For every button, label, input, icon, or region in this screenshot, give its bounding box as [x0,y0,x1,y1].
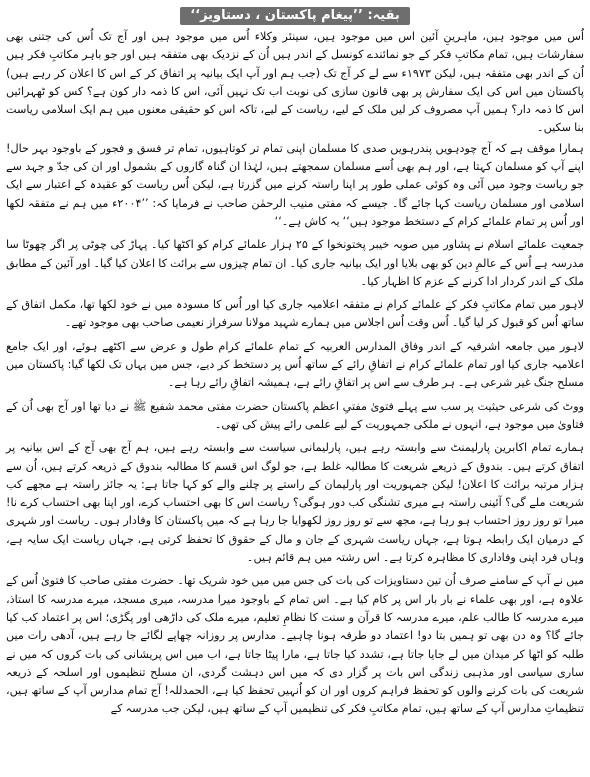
paragraph-4: لاہور میں تمام مکاتبِ فکر کے علمائے کرام نے متفقہ اعلامیہ جاری کیا اور اُس کا مسودہ میں نے خود لکھا تھا، مکمل اتفاق کے ساتھ اُس کو قبول کر لیا گیا۔ اُس وقت اُس اجلاس میں ہمارے شہید مولانا سرفراز نعیمی صاحب بھی موجود تھے۔ [6,298,584,330]
paragraph-3: جمعیت علمائے اسلام نے پشاور میں صوبہ خیبر پختونخوا کے ۲۵ ہزار علمائے کرام کو اکٹھا کیا۔ پہاڑ کی چوٹی پر اگر چھوٹا سا مدرسہ ہے اُس کے عالمِ دین کو بھی بلایا اور ایک بیانیہ جاری کیا۔ ان تمام چیزوں سے برائت کا اعلان کیا گیا۔ اور آئین کے مطابق ملک کے اندر کردار ادا کرنے کے عزم کا اظہار کیا۔ [6,238,584,288]
paragraph-8: میں نے آپ کے سامنے صرف اُن تین دستاویزات کی بات کی جس میں میں خود شریک تھا۔ حضرت مفتی صاحب کا فتویٰ اُس کے علاوہ ہے، اور بھی علماء نے بار بار اس پر کام کیا ہے۔ اس تمام کے باوجود میرا مدرسہ، میری مسجد، میرے مدرسہ کا استاذ، میرے مدرسہ کا طالب علم، میرے مدرسہ کا قرآن و سنت کا نظامِ تعلیم، میرے ملک کی داڑھی اور پگڑی؛ اس پر اعتماد کب کیا جائے گا؟ وہ دن بھی تو ہمیں بتا دو! اعتماد دو طرفہ ہونا چاہیے۔ مدارس پر روزانہ چھاپے لگائے جا رہے ہیں، آدھی رات میں طلبہ کو اٹھا کر میدان میں لے جایا جاتا ہے، تشدد کیا جاتا ہے، مارا پیٹا جاتا ہے، اب میں اس پریشانی کی بات کروں کہ میں نے ساری سیاسی اور مذہبی زندگی اس بات پر گزار دی کہ میں اس دہشت گردی، ان مسلح تنظیموں اور اسلحہ کے ذریعہ شریعت کی بات کرنے والوں کو تحفظ فراہم کروں اور ان کو اُنہیں تحفظ کیا ہے، الحمدللہ! آج تمام مدارس آپ کے ساتھ ہیں، تنظیماتِ مدارس آپ کے ساتھ ہیں، تمام مکاتبِ فکر کی تنظیمیں آپ کے ساتھ ہیں، لیکن جب مدرسہ کے [6,574,584,716]
paragraph-7: ہمارے تمام اکابرین پارلیمنٹ سے وابستہ رہے ہیں، پارلیمانی سیاست سے وابستہ رہے ہیں، ہم آج بھی آج کے اس بیانیہ پر اتفاق کرتے ہیں۔ بندوق کے ذریعے شریعت کا مطالبہ غلط ہے، جو لوگ اس قسم کا مطالبہ بندوق کے ذریعہ کرتے ہیں، اُن سے ہزار مرتبہ برائت کا اعلان! لیکن جمہوریت اور پارلیمان کے راستے پر چلنے والے کو کہا جاتا ہے: یہ جائز راستہ ہے مجھے کب شریعت ملے گی؟ آئینی راستہ ہے میری تشنگی کب دور ہوگی؟ ریاست اس کا بھی احتساب کرے، اور اپنا بھی احتساب کرے نا! میرا تو روز روز احتساب ہو رہا ہے، مجھ سے تو روز روز لکھوایا جا رہا ہے کہ میں پاکستان کا وفادار ہوں۔ ریاست اور شہری کے درمیان ایک رابطہ ہوتا ہے، جہاں ریاست شہری کے جان و مال کے حقوق کا تحفظ کرتی ہے، جہاں ریاست ایک سایہ ہے، وہاں فرد اپنی وفاداری کا مظاہرہ کرتا ہے۔ اس رشتہ میں ہم قائم ہیں۔ [6,441,584,565]
paragraph-1: اُس میں موجود ہیں، ماہرینِ آئین اس میں موجود ہیں، سینئر وکلاء اُس میں موجود ہیں اور آج تک اُس کی جتنی بھی سفارشات ہیں، تمام مکاتبِ فکر کے جو نمائندے کونسل کے اندر ہیں اُن کے نزدیک بھی متفقہ ہیں اور جو باہر مکاتبِ فکر ہیں اُن کے اندر بھی متفقہ ہیں، لیکن ۱۹۷۳ء سے لے کر آج تک (جب ہم اور آپ ایک بیانیہ پر اتفاق کر کے اس کا اعلان کر رہے ہیں) پاکستان میں اس کی ایک سفارش پر بھی قانون سازی کی نوبت اب تک نہیں آئی، اس کا ذمہ دار کون ہے؟ کس کو ٹھہرائیں اس کا ذمہ دار؟ ہمیں آپ مصروف کر لیں ملک کے لیے، ریاست کے لیے، تاکہ اس کو حقیقی معنوں میں ہم ایک اسلامی ریاست بنا سکیں۔ [6,30,584,135]
paragraph-5: لاہور میں جامعہ اشرفیہ کے اندر وفاق المدارس العربیہ کے تمام علمائے کرام طول و عرض سے اکٹھے ہوئے، اور ایک جامع اعلامیہ جاری کیا اور تمام علمائے کرام نے اتفاقِ رائے کے ساتھ اُس پر دستخط کر دیے، جس میں یہاں تک لکھا گیا: پاکستان میں مسلح جنگ غیر شرعی ہے۔ ہر طرف سے اس پر اتفاقِ رائے ہے، ہمیشہ اتفاقِ رائے رہا ہے۔ [6,339,584,390]
paragraph-2: ہمارا موقف ہے کہ آج چودہویں پندرہویں صدی کا مسلمان اپنی تمام تر کوتاہیوں، تمام تر فسق و فجور کے باوجود بہر حال! اپنے آپ کو مسلمان کہتا ہے، اور ہم بھی اُسے مسلمان سمجھتے ہیں، لہٰذا ان گناہ گاروں کے بشمول اور ان کی جدّ و جہد سے جو ریاست وجود میں آئی وہ کوئی عملی طور پر اپنا راستہ کرنے میں گزرتا ہے، لیکن اُس ریاست کو عقیدہ کے اعتبار سے ایک اسلامی اور مسلمان ریاست کہا جائے گا۔ جیسے کہ مفتی منیب الرحمٰن صاحب نے فرمایا کہ: ’’۲۰۰۴ء میں ہم نے متفقہ لکھا اور اُس پر تمام علمائے کرام کے دستخط موجود ہیں‘‘ یہ کاش ہے۔‘‘ [6,141,584,228]
continuation-heading: بقیہ: ’’پیغام پاکستان ، دستاویز‘‘ [180,7,410,25]
paragraph-6: ووٹ کی شرعی حیثیت پر سب سے پہلے فتویٰ مفتیِ اعظم پاکستان حضرت مفتی محمد شفیع ﷺ نے دیا تھا اور آج بھی اُن کے فتاویٰ میں موجود ہے، انہوں نے ملکی جمہوریت کے لیے علمی رائے پیش کی تھی۔ [6,399,584,431]
heading-wrap [6,4,584,25]
